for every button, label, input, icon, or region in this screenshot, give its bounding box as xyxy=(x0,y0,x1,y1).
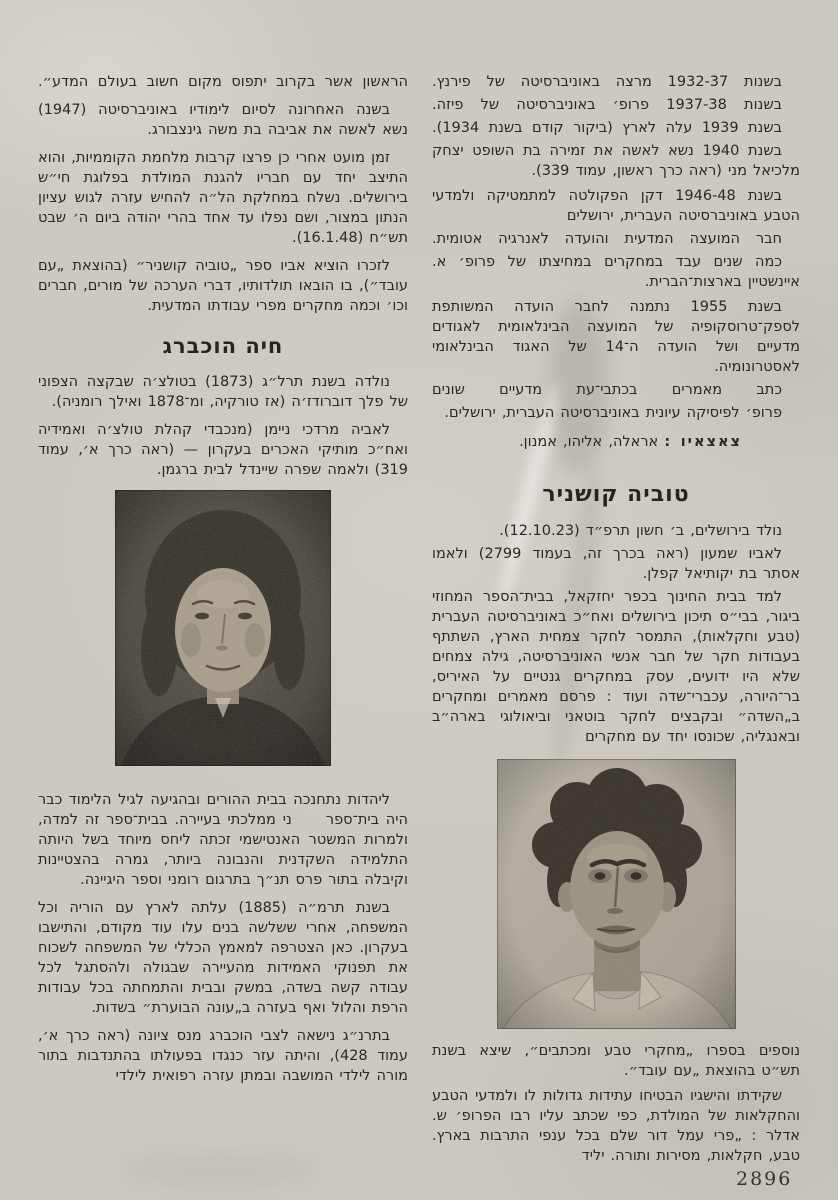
paragraph: בשנת 1955 נתמנה לחבר הועדה המשותפת לספק־טרוסקופיה של המועצה הבינלאומית לאגודים מדעיים ושל הועדה ה־14 של האגוד הבינלאומי לאסטרונומיה. xyxy=(432,299,800,375)
paragraph: בשנת 1939 עלה לארץ (ביקור קודם בשנת 1934). xyxy=(432,120,782,136)
paragraph: בשנה האחרונה לסיום לימודיו באוניברסיטה (1947) נשא לאשה את אביבה בת משה גינצבורג. xyxy=(38,102,408,138)
paragraph: נולד בירושלים, ב׳ חשון תרפ״ד (12.10.23). xyxy=(499,523,782,539)
paragraph: כתב מאמרים בכתבי־עת מדעיים שונים xyxy=(432,382,782,398)
paragraph: נולדה בשנת תרל״ג (1873) בטולצ׳ה שבקצה הצפוני של פלך דוברודז׳ה (אז טורקיה, ומ־1878 ואילך רומניה). xyxy=(38,374,408,410)
paragraph: פרופ׳ לפיסיקה עיונית באוניברסיטה העברית, ירושלים. xyxy=(444,405,782,421)
descendants-names: אראלה, אליהו, אמנון. xyxy=(519,434,665,450)
page-number: 2896 xyxy=(736,1168,793,1190)
paragraph: הראשון אשר בקרוב יתפוס מקום חשוב בעולם המדע״. xyxy=(38,74,408,90)
paragraph: נוספים בספרו „מחקרי טבע ומכתבים״, שיצא בשנת תש״ט בהוצאת „עם עובד״. xyxy=(432,1043,800,1079)
paragraph: בשנת 1946-48 דקן הפקולטה למתמטיקה ולמדעי הטבע באוניברסיטה העברית, ירושלים xyxy=(432,188,800,224)
paragraph: בשנות 1937-38 פרופ׳ באוניברסיטה של פיזה. xyxy=(432,97,782,113)
right-column xyxy=(432,72,800,1169)
paragraph: בתרנ״ג נישאה לצבי הוכברג מנס ציונה (ראה כרך א׳, עמוד 428), והיתה עזר כנגדו בפעולתו בהתנדבות בתור מורה לילדי המושבה ובמתן עזרה רפואית לילדי xyxy=(38,1028,408,1084)
entry-title-chaya-hochberg: חיה הוכברג xyxy=(162,334,284,358)
tuvia-kushnir-portrait-photo xyxy=(497,759,736,1029)
paragraph: בשנת 1940 נשא לאשה את זמירה בת השופט יצחק מלכיאל מני (ראה כרך ראשון, עמוד 339). xyxy=(432,143,800,179)
paragraph: לאביה מרדכי ניימן (מנכבדי קהלת טולצ׳ה ואמידיה ואח״כ מותיקי האכרים בעקרון — (ראה כרך א׳, עמוד 319) ולאמה שפרה שיינדל לבית ברגמן. xyxy=(38,422,408,478)
paper-stain xyxy=(120,1150,320,1190)
paragraph: לאביו שמעון (ראה בכרך זה, בעמוד 2799) ולאמו אסתר בת יקותיאל קפלן. xyxy=(432,546,800,582)
paragraph: חבר המועצה המדעית והועדה לאנרגיה אטומית. xyxy=(432,231,782,247)
paragraph: שקידתו והישגיו הבטיחו עתידות גדולות לו ולמדעי הטבע והחקלאות של המולדת, כפי שכתב עליו רבו הפרופ׳ ש. אדלר : „פרי עמל דור שלם בכל ענפי התרבות בארץ. טבע, חקלאות, מסירות ותורה. יליד xyxy=(432,1088,800,1164)
descendants-label: צאצאיו : xyxy=(664,434,742,450)
paragraph: כמה שנים עבד במחקרים במחיצתו של פרופ׳ א. איינשטיין בארצות־הברית. xyxy=(432,254,800,290)
entry-title-tuvia-kushnir: טוביה קושניר xyxy=(542,482,690,507)
paragraph: לזכרו הוציא אביו ספר „טוביה קושניר״ (בהוצאת „עם עובד״), בו הובאו תולדותיו, דברי הערכה של מורים, חברים וכו׳ וכמה מחקרים מפרי עבודתו המדעית. xyxy=(38,258,408,314)
paragraph: בשנת תרמ״ה (1885) עלתה לארץ עם הוריה וכל המשפחה, אחרי ששלשה בנים עלו עוד מקודם, והתישבו בעקרון. כאן הצטרפה למאמץ הכללי של המשפחה לשכוח את תפנוקי האמידות מהעיירה שבגולה ולהסתגל לכל עבודה קשה בשדה, במשק ובבית והתמחתה בכל עבודות הרפת והלול ואף בעזרה ב„עונה הבוערת״ בשדות. xyxy=(38,900,408,1016)
paragraph: למד בבית החינוך בכפר יחזקאל, בבית־הספר המחוזי ביגור, בבי״ס תיכון בירושלים ואח״כ באוניברסיטה העברית (טבע וחקלאות), התמסר לחקר צמחית הארץ, השתתף בעבודות חקר של חבר אנשי האוניברסיטה, גילה צמחים שלא היו ידועים, עסק במחקרים גנטיים על האיריס, בר־היורה, עכברי־שדה ועוד : פרסם מאמרים ומחקרים ב„השדה״ ובקבצים לחקר בוטאני וביאולוגי בארה״ב ובאנגליה, שכונסו יחד עם מחקרים xyxy=(432,589,800,745)
paragraph: ליהדות נתחנכה בבית ההורים ובהגיעה לגיל הלימוד כבר היה בית־ספר ני ממלכתי בעיירה. בבית־ספר זה למדה, ולמרות המשטר האנטישמי זכתה ליחס מיוחד בשל היותה התלמידה השקדנית והנבונה ביותר, גמרה בהצטיינות וקיבלה בתור פרס תנ״ך בתרגום רומני וספר היגיינה. xyxy=(38,792,408,888)
paragraph: בשנות 1932-37 מרצה באוניברסיטה של פירנץ. xyxy=(432,74,782,90)
elderly-woman-portrait-image xyxy=(115,490,331,766)
paragraph: זמן מועט אחרי כן פרצו קרבות מלחמת הקוממיות, והוא התיצב יחד עם חבריו להגנת המולדת בפלוגת חי״ש בירושלים. נשלח במחלקת הל״ה להחיש עזרה לגוש עציון הנתון במצור, ושם נפלו עד אחד בהרי יהודה ביום ה׳ שבט תש״ח (16.1.48). xyxy=(38,150,408,246)
left-column xyxy=(38,72,408,1094)
descendants-line xyxy=(432,432,800,452)
young-man-portrait-image xyxy=(497,759,736,1029)
chaya-hochberg-portrait-photo xyxy=(115,490,331,766)
